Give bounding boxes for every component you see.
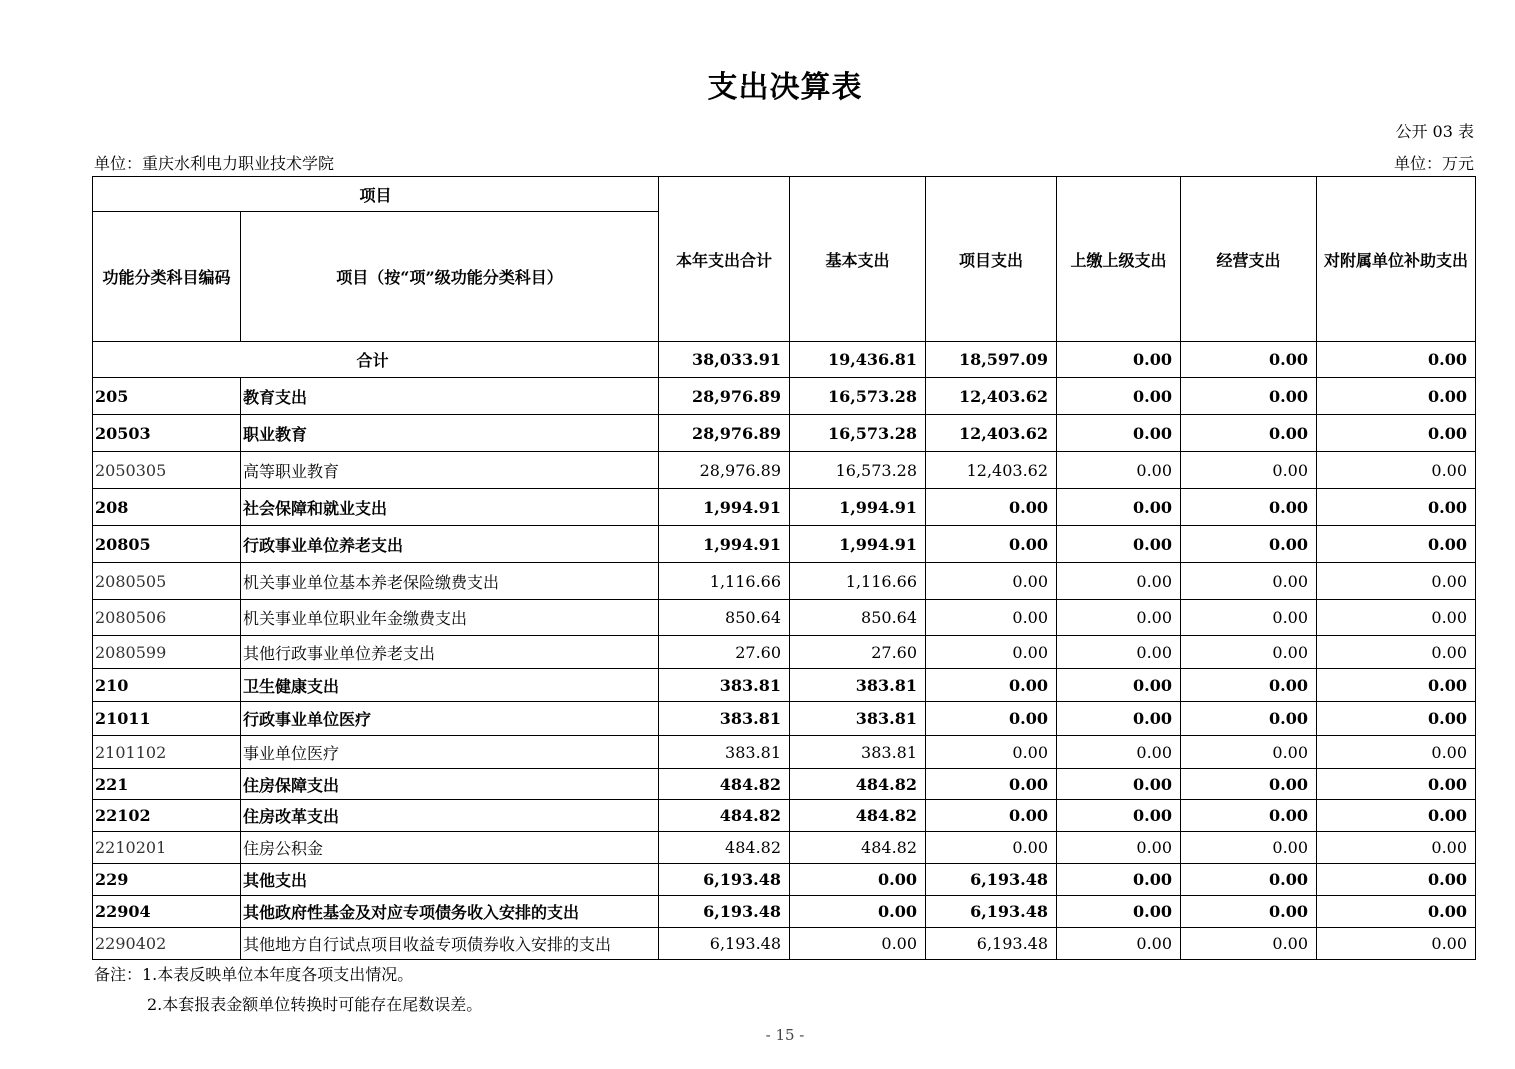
row-name: 其他行政事业单位养老支出 (241, 636, 659, 669)
row-code: 229 (93, 864, 241, 896)
row-value: 0.00 (926, 636, 1057, 669)
table-row (93, 526, 1476, 563)
form-number: 公开 03 表 (1395, 122, 1474, 141)
row-value: 0.00 (790, 864, 926, 896)
row-value: 0.00 (926, 736, 1057, 769)
row-value: 6,193.48 (926, 864, 1057, 896)
page-number: - 15 - (765, 1026, 805, 1044)
total-value: 18,597.09 (926, 342, 1057, 378)
row-value: 0.00 (1057, 769, 1181, 800)
total-value: 0.00 (1057, 342, 1181, 378)
row-value: 0.00 (1181, 526, 1317, 563)
row-value: 27.60 (790, 636, 926, 669)
header-name: 项目（按“项”级功能分类科目） (241, 212, 659, 342)
row-code: 2080506 (93, 600, 241, 636)
row-value: 12,403.62 (926, 415, 1057, 452)
row-value: 0.00 (1181, 896, 1317, 928)
total-label: 合计 (93, 342, 659, 378)
header-basic: 基本支出 (790, 177, 926, 342)
row-value: 28,976.89 (659, 452, 790, 489)
row-code: 2210201 (93, 832, 241, 864)
row-value: 0.00 (1181, 669, 1317, 702)
row-value: 0.00 (1057, 563, 1181, 600)
row-name: 住房保障支出 (241, 769, 659, 800)
row-value: 12,403.62 (926, 452, 1057, 489)
note-line-2: 2.本套报表金额单位转换时可能存在尾数误差。 (147, 995, 483, 1014)
page-title: 支出决算表 (707, 70, 863, 105)
row-name: 其他支出 (241, 864, 659, 896)
row-value: 12,403.62 (926, 378, 1057, 415)
row-name: 行政事业单位养老支出 (241, 526, 659, 563)
row-code: 2080599 (93, 636, 241, 669)
row-value: 0.00 (1057, 896, 1181, 928)
table-row (93, 415, 1476, 452)
row-value: 0.00 (1317, 378, 1476, 415)
row-value: 0.00 (926, 526, 1057, 563)
row-value: 383.81 (790, 702, 926, 736)
row-value: 1,994.91 (790, 489, 926, 526)
row-value: 0.00 (1057, 800, 1181, 832)
row-code: 2290402 (93, 928, 241, 960)
row-value: 0.00 (1317, 832, 1476, 864)
row-value: 0.00 (1181, 702, 1317, 736)
row-value: 0.00 (1317, 489, 1476, 526)
header-subsidy: 对附属单位补助支出 (1317, 177, 1476, 342)
row-name: 机关事业单位职业年金缴费支出 (241, 600, 659, 636)
row-value: 0.00 (1181, 378, 1317, 415)
row-value: 1,994.91 (659, 526, 790, 563)
row-value: 1,994.91 (790, 526, 926, 563)
row-value: 6,193.48 (926, 896, 1057, 928)
header-upper: 上缴上级支出 (1057, 177, 1181, 342)
row-value: 0.00 (1317, 415, 1476, 452)
total-value: 0.00 (1181, 342, 1317, 378)
row-value: 383.81 (790, 736, 926, 769)
table-row (93, 378, 1476, 415)
row-value: 0.00 (1057, 636, 1181, 669)
row-value: 1,994.91 (659, 489, 790, 526)
row-value: 16,573.28 (790, 378, 926, 415)
row-value: 0.00 (926, 832, 1057, 864)
row-value: 0.00 (1181, 452, 1317, 489)
row-value: 0.00 (926, 600, 1057, 636)
row-value: 0.00 (1181, 600, 1317, 636)
row-code: 20503 (93, 415, 241, 452)
currency-unit: 单位：万元 (1393, 154, 1474, 173)
row-name: 教育支出 (241, 378, 659, 415)
total-value: 19,436.81 (790, 342, 926, 378)
row-value: 850.64 (790, 600, 926, 636)
row-value: 0.00 (1317, 736, 1476, 769)
row-value: 0.00 (1317, 636, 1476, 669)
table-row (93, 864, 1476, 896)
header-total: 本年支出合计 (659, 177, 790, 342)
table-row (93, 928, 1476, 960)
row-name: 其他政府性基金及对应专项债务收入安排的支出 (241, 896, 659, 928)
row-code: 21011 (93, 702, 241, 736)
row-value: 0.00 (1317, 526, 1476, 563)
table-row (93, 832, 1476, 864)
row-value: 6,193.48 (659, 896, 790, 928)
row-value: 16,573.28 (790, 415, 926, 452)
row-value: 0.00 (1181, 769, 1317, 800)
reporting-unit: 单位：重庆水利电力职业技术学院 (94, 154, 335, 173)
table-row (93, 636, 1476, 669)
row-value: 27.60 (659, 636, 790, 669)
row-value: 0.00 (1181, 415, 1317, 452)
row-value: 383.81 (659, 736, 790, 769)
row-value: 0.00 (790, 928, 926, 960)
row-code: 2050305 (93, 452, 241, 489)
row-value: 0.00 (1057, 736, 1181, 769)
row-value: 0.00 (1317, 864, 1476, 896)
total-row (93, 342, 1476, 378)
row-value: 6,193.48 (659, 928, 790, 960)
row-value: 383.81 (659, 669, 790, 702)
table-row (93, 896, 1476, 928)
row-value: 0.00 (1181, 736, 1317, 769)
row-value: 0.00 (926, 800, 1057, 832)
total-value: 38,033.91 (659, 342, 790, 378)
expenditure-table (92, 176, 1476, 960)
row-value: 0.00 (1317, 563, 1476, 600)
row-value: 484.82 (790, 800, 926, 832)
header-project-expense: 项目支出 (926, 177, 1057, 342)
row-value: 383.81 (790, 669, 926, 702)
row-code: 22904 (93, 896, 241, 928)
row-code: 2080505 (93, 563, 241, 600)
row-value: 0.00 (1317, 928, 1476, 960)
table-row (93, 800, 1476, 832)
row-value: 0.00 (1181, 489, 1317, 526)
row-name: 卫生健康支出 (241, 669, 659, 702)
row-value: 28,976.89 (659, 378, 790, 415)
table-row (93, 452, 1476, 489)
row-value: 1,116.66 (790, 563, 926, 600)
row-value: 0.00 (1181, 832, 1317, 864)
row-value: 0.00 (1057, 378, 1181, 415)
row-name: 其他地方自行试点项目收益专项债券收入安排的支出 (241, 928, 659, 960)
row-name: 职业教育 (241, 415, 659, 452)
row-value: 0.00 (1317, 452, 1476, 489)
table-row (93, 702, 1476, 736)
row-value: 0.00 (926, 769, 1057, 800)
row-value: 1,116.66 (659, 563, 790, 600)
row-value: 484.82 (659, 832, 790, 864)
row-code: 205 (93, 378, 241, 415)
row-code: 20805 (93, 526, 241, 563)
row-value: 484.82 (659, 800, 790, 832)
row-value: 0.00 (1181, 636, 1317, 669)
row-value: 0.00 (1317, 896, 1476, 928)
row-code: 210 (93, 669, 241, 702)
row-code: 208 (93, 489, 241, 526)
row-value: 0.00 (1317, 769, 1476, 800)
header-code: 功能分类科目编码 (93, 212, 241, 342)
row-name: 住房公积金 (241, 832, 659, 864)
header-project: 项目 (93, 177, 659, 212)
row-name: 事业单位医疗 (241, 736, 659, 769)
row-code: 221 (93, 769, 241, 800)
table-row (93, 769, 1476, 800)
row-value: 0.00 (1181, 864, 1317, 896)
row-value: 484.82 (790, 832, 926, 864)
row-value: 0.00 (926, 489, 1057, 526)
row-value: 0.00 (1317, 800, 1476, 832)
row-value: 0.00 (1181, 800, 1317, 832)
row-value: 0.00 (1181, 563, 1317, 600)
row-value: 0.00 (1181, 928, 1317, 960)
row-value: 0.00 (1057, 415, 1181, 452)
row-name: 住房改革支出 (241, 800, 659, 832)
table-row (93, 669, 1476, 702)
row-name: 社会保障和就业支出 (241, 489, 659, 526)
row-value: 0.00 (1057, 526, 1181, 563)
note-line-1: 备注：1.本表反映单位本年度各项支出情况。 (94, 965, 414, 984)
total-value: 0.00 (1317, 342, 1476, 378)
row-value: 0.00 (926, 669, 1057, 702)
table-row (93, 736, 1476, 769)
row-value: 0.00 (1057, 489, 1181, 526)
row-value: 484.82 (659, 769, 790, 800)
row-value: 0.00 (1317, 669, 1476, 702)
header-business: 经营支出 (1181, 177, 1317, 342)
row-name: 机关事业单位基本养老保险缴费支出 (241, 563, 659, 600)
row-value: 0.00 (1057, 600, 1181, 636)
table-row (93, 600, 1476, 636)
row-value: 484.82 (790, 769, 926, 800)
row-value: 0.00 (1057, 928, 1181, 960)
row-value: 0.00 (790, 896, 926, 928)
row-code: 22102 (93, 800, 241, 832)
row-value: 383.81 (659, 702, 790, 736)
row-value: 0.00 (1057, 702, 1181, 736)
row-value: 28,976.89 (659, 415, 790, 452)
row-value: 850.64 (659, 600, 790, 636)
row-code: 2101102 (93, 736, 241, 769)
row-name: 高等职业教育 (241, 452, 659, 489)
row-name: 行政事业单位医疗 (241, 702, 659, 736)
table-row (93, 563, 1476, 600)
row-value: 0.00 (926, 563, 1057, 600)
row-value: 0.00 (1057, 452, 1181, 489)
table-row (93, 489, 1476, 526)
row-value: 16,573.28 (790, 452, 926, 489)
row-value: 0.00 (1057, 832, 1181, 864)
row-value: 0.00 (1317, 600, 1476, 636)
row-value: 0.00 (1057, 669, 1181, 702)
row-value: 0.00 (926, 702, 1057, 736)
row-value: 6,193.48 (659, 864, 790, 896)
row-value: 0.00 (1057, 864, 1181, 896)
row-value: 6,193.48 (926, 928, 1057, 960)
row-value: 0.00 (1317, 702, 1476, 736)
